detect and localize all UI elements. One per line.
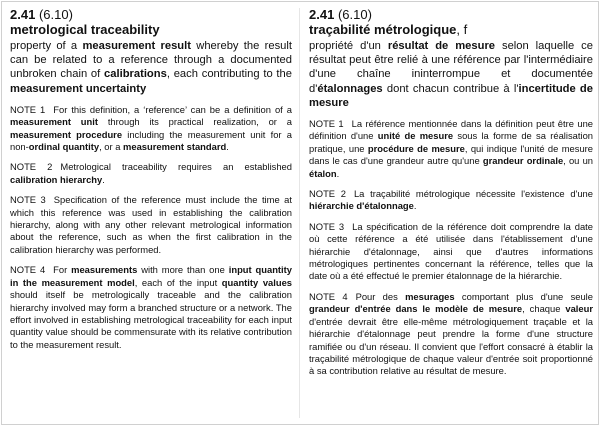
note-label: NOTE 3: [309, 220, 345, 232]
term-title: metrological traceability: [10, 22, 160, 37]
note-label: NOTE 3: [10, 194, 46, 206]
text-run: comportant plus d'une seule: [454, 290, 593, 302]
text-run: .: [226, 141, 229, 153]
text-run: through its practical realization, or a: [97, 116, 292, 128]
definition-text: [10, 39, 292, 96]
gender-marker: , f: [456, 22, 468, 37]
note-3: [309, 221, 593, 283]
text-run: sous la forme de sa réalisation pratique, une: [309, 130, 593, 154]
text-run: Specification of the reference must include the time at which this reference was used in establishing the calibration hierarchy, along with any other relevant metrological information about the reference, such as when the first calibration in the calibration hierarchy was performed.: [10, 194, 292, 255]
text-run: La traçabilité métrologique nécessite l'existence d'une: [353, 188, 593, 200]
text-run: Pour des: [355, 290, 406, 302]
entry-number-value: 2.41: [309, 7, 335, 22]
bold-term: étalonnages: [317, 82, 383, 95]
bold-term: measurement unit: [10, 116, 98, 128]
bold-term: measurement uncertainty: [10, 82, 147, 95]
bold-term: mesurages: [405, 290, 455, 302]
entry-number: [309, 8, 593, 22]
text-run: For this definition, a ‘reference’ can be a definition of a: [53, 103, 292, 115]
text-run: , each of the input: [134, 276, 222, 288]
text-run: La référence mentionnée dans la définition peut être une définition d'une: [309, 118, 593, 142]
note-4: [309, 291, 593, 378]
bold-term: grandeur ordinale: [482, 155, 564, 167]
definition-text: [309, 39, 593, 110]
bold-term: grandeur d'entrée dans le modèle de mesure: [309, 303, 523, 315]
english-column: [10, 8, 292, 359]
bold-term: unité de mesure: [377, 130, 454, 142]
column-divider: [299, 8, 300, 418]
text-run: whereby the result can be related to a reference through a documented unbroken chain of: [10, 40, 292, 81]
text-run: .: [102, 173, 105, 185]
text-run: , qui indique l'unité de mesure dans le cas d'une grandeur autre qu'une: [309, 142, 593, 167]
text-run: , ou un: [563, 155, 593, 167]
text-run: .: [336, 167, 340, 179]
text-run: property of a: [10, 40, 83, 52]
note-2: [10, 161, 292, 186]
note-1: [10, 104, 292, 154]
entry-reference: (6.10): [337, 7, 372, 22]
text-run: La spécification de la référence doit comprendre la date où cette référence a été utilisée dans l'établissement d'une hiérarchie d'étalonnage, ainsi que d'autres informations métrologiques pertinentes concernant la référence, telles que la date où a été effectué le premier étalonnage de la hiérarchie.: [309, 220, 593, 282]
note-label: NOTE 2: [309, 188, 346, 200]
bold-term: résultat de mesure: [387, 40, 496, 52]
text-run: should itself be metrologically traceable and the calibration hierarchy involved may form a branched structure or a network. The effort involved in establishing metrological traceability for each input quantity value should be commensurate with its relative contribution to the measurement result.: [10, 289, 292, 350]
bold-term: input quantity in the measurement model: [10, 264, 292, 288]
note-label: NOTE 4: [309, 290, 348, 302]
bold-term: quantity values: [221, 276, 293, 288]
bold-term: hiérarchie d'étalonnage: [309, 200, 414, 212]
bold-term: calibrations: [104, 68, 167, 81]
text-run: .: [413, 200, 417, 212]
text-run: , or a: [99, 141, 124, 153]
bold-term: incertitude de mesure: [309, 82, 593, 109]
note-4: [10, 264, 292, 351]
note-1: [309, 118, 593, 180]
text-run: Metrological traceability requires an established: [60, 161, 292, 173]
text-run: with more than one: [137, 264, 229, 276]
bold-term: valeur: [565, 303, 593, 315]
bold-term: measurement result: [82, 40, 191, 52]
bold-term: procédure de mesure: [367, 142, 465, 154]
entry-number: [10, 8, 292, 22]
document-page: [1, 1, 599, 425]
text-run: For: [53, 264, 72, 276]
term-title: [309, 22, 593, 37]
note-2: [309, 188, 593, 213]
entry-number-value: 2.41: [10, 7, 36, 22]
note-label: NOTE 1: [10, 103, 46, 115]
text-run: including the measurement unit for a non-: [10, 128, 292, 153]
text-run: , each contributing to the: [166, 68, 292, 81]
note-label: NOTE 1: [309, 118, 344, 130]
text-run: d'entrée devrait être elle-même métrologiquement traçable et la hiérarchie d'étalonnage peut prendre la forme d'une structure ramifiée ou d'un réseau. Il convient que l'effort consacré à établir la traçabilité métrologique de chaque valeur d'entrée soit proportionné à sa contribution relative au résultat de mesure.: [309, 315, 593, 377]
text-run: propriété d'un: [309, 40, 388, 52]
text-run: , chaque: [522, 303, 566, 315]
notes-list: [309, 118, 593, 378]
bold-term: measurements: [71, 264, 138, 276]
text-run: selon laquelle ce résultat peut être relié à une référence par l'intermédiaire d'une chaîne ininterrompue et documentée d': [309, 40, 593, 95]
bold-term: étalon: [309, 167, 337, 179]
term-title-text: traçabilité métrologique: [309, 22, 457, 37]
bold-term: measurement procedure: [10, 128, 123, 140]
french-column: [309, 8, 593, 386]
text-run: dont chacun contribue à l': [382, 82, 519, 95]
bold-term: ordinal quantity: [28, 141, 100, 153]
entry-reference: (6.10): [38, 7, 73, 22]
notes-list: [10, 104, 292, 351]
note-label: NOTE 4: [10, 264, 46, 276]
note-3: [10, 194, 292, 256]
bold-term: calibration hierarchy: [10, 173, 103, 185]
bold-term: measurement standard: [123, 141, 227, 153]
note-label: NOTE 2: [10, 161, 53, 173]
